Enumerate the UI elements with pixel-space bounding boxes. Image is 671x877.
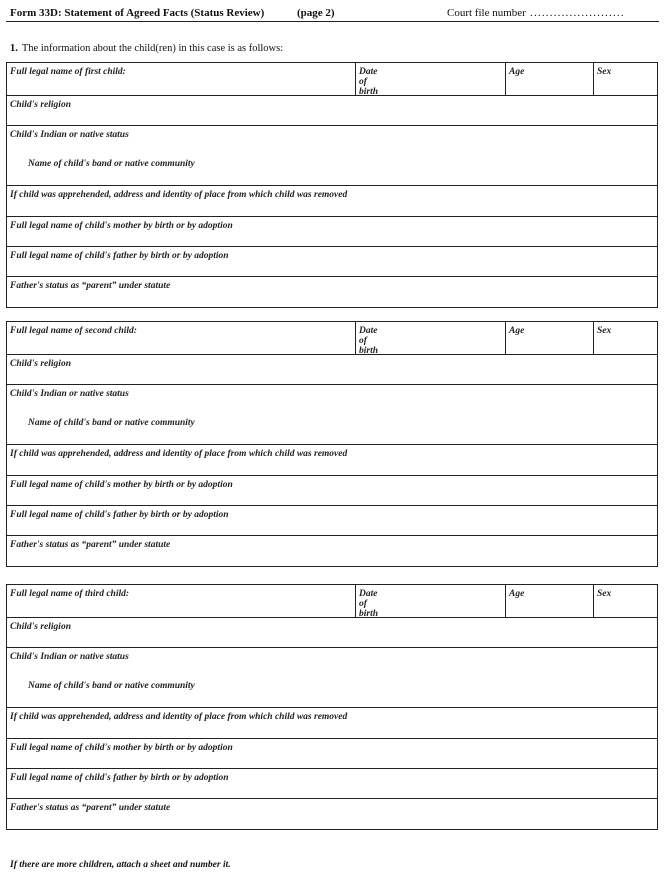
father-label: Full legal name of child's father by birth or by adoption bbox=[10, 772, 229, 783]
indian-status-label: Child's Indian or native status bbox=[10, 388, 129, 399]
child-table-3 bbox=[6, 584, 658, 830]
religion-label: Child's religion bbox=[10, 358, 71, 369]
court-file-label: Court file number bbox=[447, 7, 526, 19]
age-label: Age bbox=[509, 589, 525, 599]
band-label: Name of child's band or native community bbox=[28, 681, 195, 692]
band-row[interactable] bbox=[7, 677, 657, 707]
dob-cell[interactable] bbox=[355, 585, 379, 619]
band-label: Name of child's band or native community bbox=[28, 159, 195, 170]
apprehended-label: If child was apprehended, address and identity of place from which child was removed bbox=[10, 190, 348, 201]
band-row[interactable] bbox=[7, 155, 657, 185]
header-rule bbox=[6, 21, 659, 22]
footnote: If there are more children, attach a sheet and number it. bbox=[10, 860, 231, 870]
age-cell[interactable] bbox=[505, 322, 525, 354]
court-file-number-field[interactable]: ........................ bbox=[530, 7, 625, 19]
dob-label: Date of birth bbox=[359, 589, 379, 619]
father-label: Full legal name of child's father by birth or by adoption bbox=[10, 250, 229, 261]
page-label: (page 2) bbox=[297, 7, 335, 19]
child-name-row[interactable] bbox=[7, 322, 657, 354]
religion-row[interactable] bbox=[7, 617, 657, 647]
mother-row[interactable] bbox=[7, 216, 657, 246]
religion-row[interactable] bbox=[7, 354, 657, 384]
mother-label: Full legal name of child's mother by birth or by adoption bbox=[10, 479, 233, 490]
dob-label: Date of birth bbox=[359, 326, 379, 356]
section-intro bbox=[10, 43, 283, 54]
religion-row[interactable] bbox=[7, 95, 657, 125]
father-row[interactable] bbox=[7, 246, 657, 276]
mother-label: Full legal name of child's mother by birth or by adoption bbox=[10, 220, 233, 231]
band-row[interactable] bbox=[7, 414, 657, 444]
apprehended-row[interactable] bbox=[7, 185, 657, 215]
child-name-label: Full legal name of first child: bbox=[10, 67, 126, 77]
apprehended-row[interactable] bbox=[7, 707, 657, 737]
father-status-label: Father's status as “parent” under statute bbox=[10, 803, 171, 814]
sex-label: Sex bbox=[597, 326, 612, 336]
band-label: Name of child's band or native community bbox=[28, 418, 195, 429]
indian-status-row[interactable] bbox=[7, 647, 657, 677]
sex-cell[interactable] bbox=[593, 585, 612, 617]
dob-cell[interactable] bbox=[355, 63, 379, 97]
father-status-row[interactable] bbox=[7, 276, 657, 306]
sex-label: Sex bbox=[597, 589, 612, 599]
father-status-row[interactable] bbox=[7, 798, 657, 828]
father-status-label: Father's status as “parent” under statute bbox=[10, 540, 171, 551]
religion-label: Child's religion bbox=[10, 621, 71, 632]
form-title: Form 33D: Statement of Agreed Facts (Status Review) bbox=[10, 7, 265, 19]
father-row[interactable] bbox=[7, 505, 657, 535]
sex-label: Sex bbox=[597, 67, 612, 77]
age-cell[interactable] bbox=[505, 585, 525, 617]
father-label: Full legal name of child's father by birth or by adoption bbox=[10, 509, 229, 520]
child-name-row[interactable] bbox=[7, 585, 657, 617]
child-table-2 bbox=[6, 321, 658, 567]
child-name-label: Full legal name of second child: bbox=[10, 326, 137, 336]
mother-row[interactable] bbox=[7, 475, 657, 505]
child-table-1 bbox=[6, 62, 658, 308]
mother-row[interactable] bbox=[7, 738, 657, 768]
indian-status-row[interactable] bbox=[7, 384, 657, 414]
sex-cell[interactable] bbox=[593, 63, 612, 95]
dob-label: Date of birth bbox=[359, 67, 379, 97]
age-label: Age bbox=[509, 67, 525, 77]
mother-label: Full legal name of child's mother by birth or by adoption bbox=[10, 742, 233, 753]
indian-status-label: Child's Indian or native status bbox=[10, 651, 129, 662]
father-status-row[interactable] bbox=[7, 535, 657, 565]
religion-label: Child's religion bbox=[10, 99, 71, 110]
apprehended-row[interactable] bbox=[7, 444, 657, 474]
section-text: The information about the child(ren) in this case is as follows: bbox=[21, 43, 284, 54]
apprehended-label: If child was apprehended, address and identity of place from which child was removed bbox=[10, 712, 348, 723]
indian-status-label: Child's Indian or native status bbox=[10, 129, 129, 140]
father-row[interactable] bbox=[7, 768, 657, 798]
dob-cell[interactable] bbox=[355, 322, 379, 356]
child-name-label: Full legal name of third child: bbox=[10, 589, 130, 599]
age-cell[interactable] bbox=[505, 63, 525, 95]
indian-status-row[interactable] bbox=[7, 125, 657, 155]
apprehended-label: If child was apprehended, address and identity of place from which child was removed bbox=[10, 449, 348, 460]
child-name-row[interactable] bbox=[7, 63, 657, 95]
age-label: Age bbox=[509, 326, 525, 336]
sex-cell[interactable] bbox=[593, 322, 612, 354]
section-number: 1. bbox=[10, 43, 18, 54]
father-status-label: Father's status as “parent” under statute bbox=[10, 281, 171, 292]
